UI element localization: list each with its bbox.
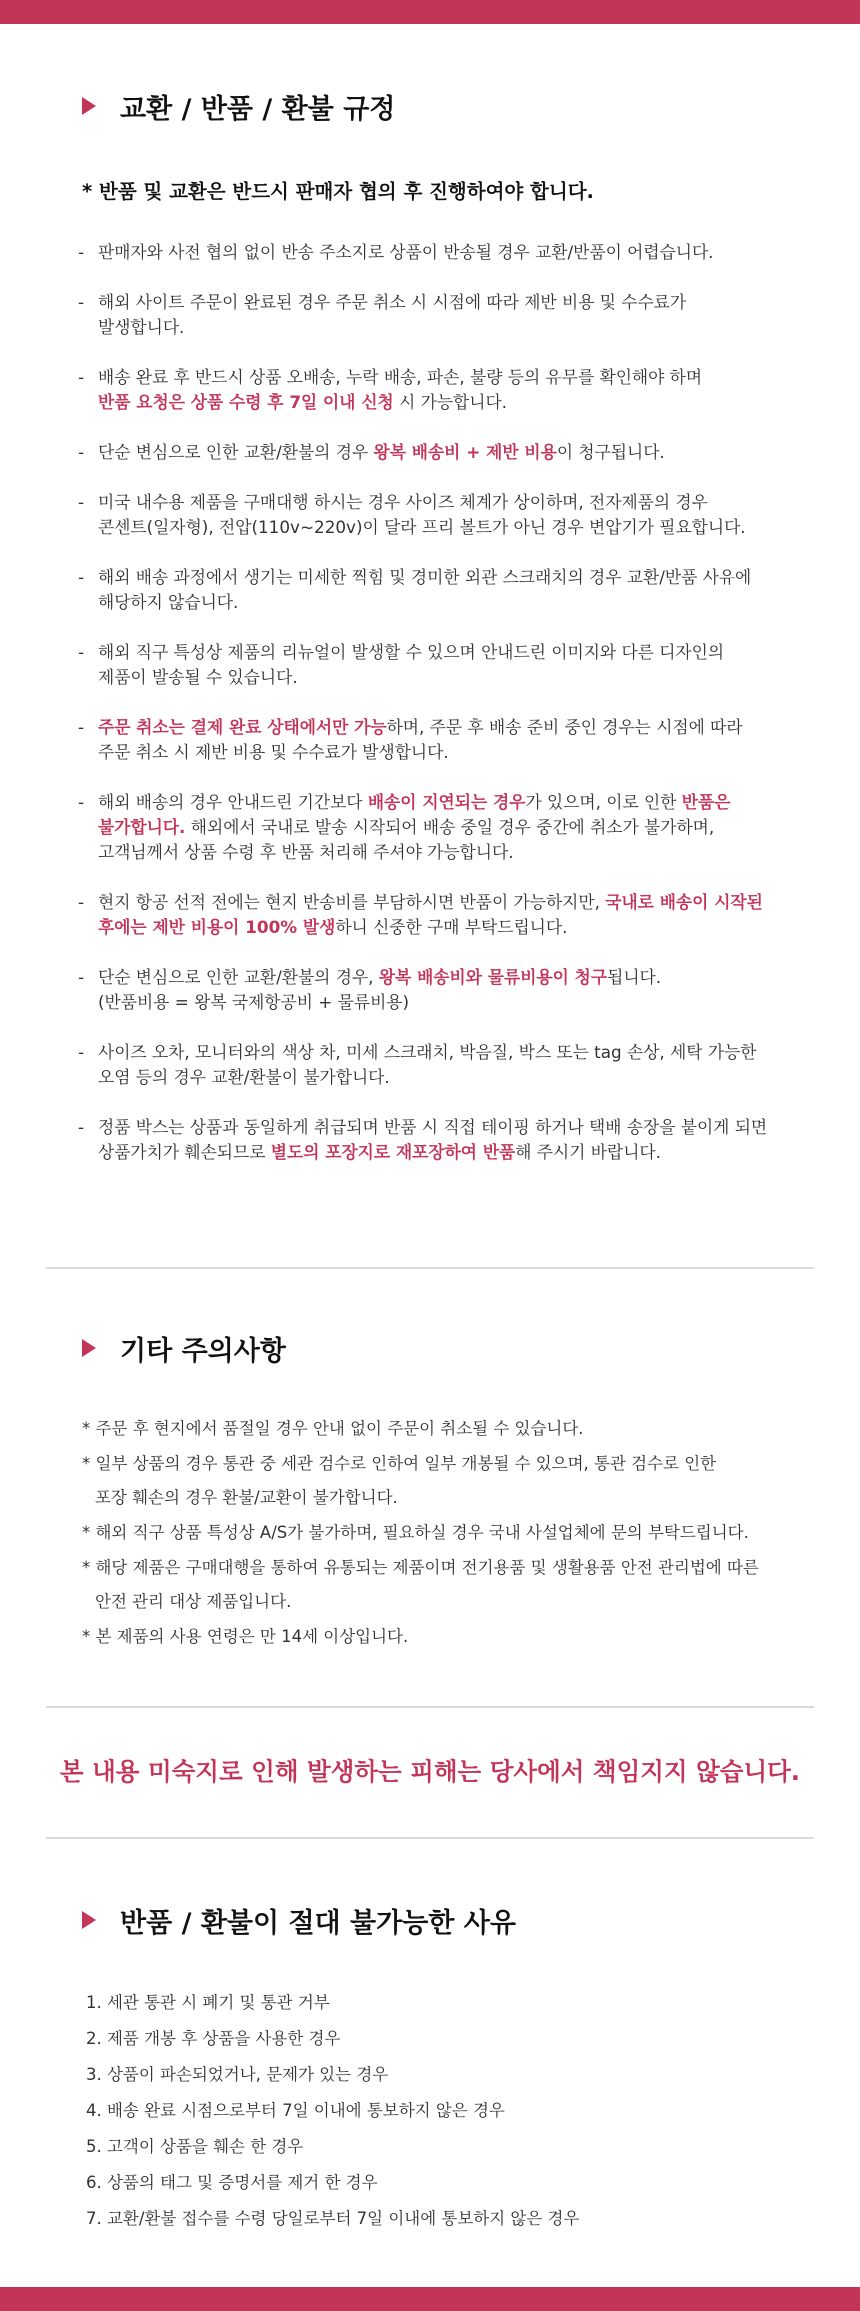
dash-bullet: - [78, 1042, 85, 1062]
rule-line [98, 390, 702, 415]
section-divider [46, 1706, 814, 1708]
list-item [78, 290, 798, 340]
list-item [82, 1550, 802, 1619]
rule-text [98, 565, 751, 615]
note-line: * 일부 상품의 경우 통관 중 세관 검수로 인하여 일부 개봉될 수 있으며, 통관 검수로 인한 [82, 1454, 717, 1473]
non-refundable-reasons-heading [82, 1898, 516, 1942]
text-segment: 가 있으며, 이로 인한 [525, 792, 682, 812]
list-item: 3. 상품이 파손되었거나, 문제가 있는 경우 [86, 2065, 389, 2084]
other-notes-list [82, 1411, 802, 1654]
triangle-bullet-icon [82, 1339, 96, 1357]
rule-text [98, 1115, 767, 1165]
dash-bullet: - [78, 242, 85, 262]
note-line: 안전 관리 대상 제품입니다. [95, 1592, 292, 1611]
list-item: 1. 세관 통관 시 폐기 및 통관 거부 [86, 1993, 330, 2012]
text-segment: 하며, 주문 후 배송 준비 중인 경우는 시점에 따라 [386, 717, 743, 737]
rule-line [98, 1065, 757, 1090]
top-accent-band [0, 0, 860, 24]
list-item [82, 1619, 802, 1654]
rule-line [98, 840, 730, 865]
text-segment: 배송 완료 후 반드시 상품 오배송, 누락 배송, 파손, 불량 등의 유무를 확인해야 하며 [98, 367, 703, 387]
list-item [82, 1515, 802, 1550]
text-segment: 발생합니다. [98, 317, 185, 337]
triangle-bullet-icon [82, 97, 96, 115]
text-segment: 주문 취소 시 제반 비용 및 수수료가 발생합니다. [98, 742, 449, 762]
list-item [78, 240, 798, 265]
list-item: 2. 제품 개봉 후 상품을 사용한 경우 [86, 2029, 341, 2048]
highlighted-text: 후에는 제반 비용이 100% 발생 [98, 917, 336, 937]
rule-line [98, 890, 763, 915]
text-segment: (반품비용 = 왕복 국제항공비 + 물류비용) [98, 992, 410, 1012]
list-item [78, 565, 798, 615]
rule-line [98, 990, 661, 1015]
rule-line [98, 740, 743, 765]
list-item: 7. 교환/환불 접수를 수령 당일로부터 7일 이내에 통보하지 않은 경우 [86, 2209, 580, 2228]
rule-line [98, 365, 702, 390]
text-segment: 사이즈 오차, 모니터와의 색상 차, 미세 스크래치, 박음질, 박스 또는 tag 손상, 세탁 가능한 [98, 1042, 757, 1062]
list-item [78, 1115, 798, 1165]
section-divider [46, 1837, 814, 1839]
rule-text [98, 1040, 757, 1090]
note-line: * 해외 직구 상품 특성상 A/S가 불가하며, 필요하실 경우 국내 사설업체에 문의 부탁드립니다. [82, 1523, 749, 1542]
dash-bullet: - [78, 642, 85, 662]
text-segment: 하니 신중한 구매 부탁드립니다. [335, 917, 568, 937]
dash-bullet: - [78, 967, 85, 987]
rule-line [98, 1040, 757, 1065]
other-notes-heading [82, 1326, 286, 1370]
rule-line [98, 640, 724, 665]
text-segment: 정품 박스는 상품과 동일하게 취급되며 반품 시 직접 테이핑 하거나 택배 송장을 붙이게 되면 [98, 1117, 768, 1137]
text-segment: 제품이 발송될 수 있습니다. [98, 667, 298, 687]
rule-text [98, 490, 746, 540]
rule-line [98, 915, 763, 940]
dash-bullet: - [78, 292, 85, 312]
text-segment: 현지 항공 선적 전에는 현지 반송비를 부담하시면 반품이 가능하지만, [98, 892, 606, 912]
dash-bullet: - [78, 442, 85, 462]
note-line: * 해당 제품은 구매대행을 통하여 유통되는 제품이며 전기용품 및 생활용품 안전 관리법에 따른 [82, 1558, 759, 1577]
text-segment: 해외 배송의 경우 안내드린 기간보다 [98, 792, 368, 812]
list-item [78, 715, 798, 765]
list-item [78, 890, 798, 940]
list-item [82, 1446, 802, 1515]
rule-line [98, 515, 746, 540]
rule-line [98, 590, 751, 615]
exchange-return-policy-heading [82, 84, 395, 128]
rule-text [98, 290, 686, 340]
rule-line [98, 790, 730, 815]
triangle-bullet-icon [82, 1911, 96, 1929]
list-item [78, 440, 798, 465]
rule-text [98, 440, 665, 465]
rule-line [98, 815, 730, 840]
section-title: 교환 / 반품 / 환불 규정 [120, 93, 396, 125]
text-segment: 상품가치가 훼손되므로 [98, 1142, 271, 1162]
disclaimer-text: 본 내용 미숙지로 인해 발생하는 피해는 당사에서 책임지지 않습니다. [59, 1757, 801, 1786]
rule-line [98, 490, 746, 515]
text-segment: 됩니다. [607, 967, 662, 987]
text-segment: 이 청구됩니다. [556, 442, 665, 462]
list-item: 5. 고객이 상품을 훼손 한 경우 [86, 2137, 304, 2156]
list-item: 4. 배송 완료 시점으로부터 7일 이내에 통보하지 않은 경우 [86, 2101, 505, 2120]
highlighted-text: 주문 취소는 결제 완료 상태에서만 가능 [98, 717, 387, 737]
highlighted-text: 국내로 배송이 시작된 [605, 892, 763, 912]
dash-bullet: - [78, 567, 85, 587]
highlighted-text: 반품 요청은 상품 수령 후 7일 이내 신청 [98, 392, 394, 412]
dash-bullet: - [78, 1117, 85, 1137]
rule-line [98, 240, 714, 265]
highlighted-text: 별도의 포장지로 재포장하여 반품 [270, 1142, 516, 1162]
text-segment: 해외 배송 과정에서 생기는 미세한 찍힘 및 경미한 외관 스크래치의 경우 교환/반품 사유에 [98, 567, 752, 587]
text-segment: 고객님께서 상품 수령 후 반품 처리해 주셔야 가능합니다. [98, 842, 514, 862]
rule-line [98, 665, 724, 690]
list-item [78, 640, 798, 690]
list-item: 6. 상품의 태그 및 증명서를 제거 한 경우 [86, 2173, 378, 2192]
rule-text [98, 240, 714, 265]
text-segment: 해외 직구 특성상 제품의 리뉴얼이 발생할 수 있으며 안내드린 이미지와 다른 디자인의 [98, 642, 725, 662]
rule-line [98, 1140, 767, 1165]
dash-bullet: - [78, 792, 85, 812]
dash-bullet: - [78, 717, 85, 737]
list-item [82, 1411, 802, 1446]
rule-text [98, 790, 730, 865]
highlighted-text: 왕복 배송비와 물류비용이 청구 [378, 967, 608, 987]
rule-text [98, 365, 702, 415]
note-line: 포장 훼손의 경우 환불/교환이 불가합니다. [95, 1488, 398, 1507]
bottom-accent-band [0, 2287, 860, 2311]
rule-line [98, 290, 686, 315]
list-item [78, 790, 798, 865]
rule-line [98, 1115, 767, 1140]
text-segment: 콘센트(일자형), 전압(110v~220v)이 달라 프리 볼트가 아닌 경우 변압기가 필요합니다. [98, 517, 746, 537]
highlighted-text: 배송이 지연되는 경우 [367, 792, 526, 812]
text-segment: 오염 등의 경우 교환/환불이 불가합니다. [98, 1067, 390, 1087]
list-item [78, 1040, 798, 1090]
notice-text: * 반품 및 교환은 반드시 판매자 협의 후 진행하여야 합니다. [82, 180, 594, 203]
section-title: 반품 / 환불이 절대 불가능한 사유 [120, 1907, 516, 1939]
text-segment: 해 주시기 바랍니다. [515, 1142, 661, 1162]
rule-line [98, 440, 665, 465]
rule-line [98, 565, 751, 590]
text-segment: 해외에서 국내로 발송 시작되어 배송 중일 경우 중간에 취소가 불가하며, [185, 817, 715, 837]
section-divider [46, 1267, 814, 1269]
list-item [78, 365, 798, 415]
rule-line [98, 315, 686, 340]
text-segment: 미국 내수용 제품을 구매대행 하시는 경우 사이즈 체계가 상이하며, 전자제품의 경우 [98, 492, 708, 512]
highlighted-text: 왕복 배송비 + 제반 비용 [373, 442, 557, 462]
text-segment: 단순 변심으로 인한 교환/환불의 경우 [98, 442, 374, 462]
note-line: * 주문 후 현지에서 품절일 경우 안내 없이 주문이 취소될 수 있습니다. [82, 1419, 584, 1438]
note-line: * 본 제품의 사용 연령은 만 14세 이상입니다. [82, 1627, 409, 1646]
text-segment: 해외 사이트 주문이 완료된 경우 주문 취소 시 시점에 따라 제반 비용 및 수수료가 [98, 292, 687, 312]
dash-bullet: - [78, 492, 85, 512]
list-item [78, 965, 798, 1015]
text-segment: 시 가능합니다. [393, 392, 508, 412]
rule-text [98, 965, 661, 1015]
section-title: 기타 주의사항 [120, 1335, 286, 1367]
text-segment: 판매자와 사전 협의 없이 반송 주소지로 상품이 반송될 경우 교환/반품이 어렵습니다. [98, 242, 714, 262]
dash-bullet: - [78, 892, 85, 912]
rule-text [98, 715, 743, 765]
rule-line [98, 715, 743, 740]
rule-text [98, 640, 724, 690]
rule-line [98, 965, 661, 990]
highlighted-text: 반품은 [681, 792, 731, 812]
dash-bullet: - [78, 367, 85, 387]
highlighted-text: 불가합니다. [98, 817, 186, 837]
non-refundable-reasons-list [86, 1985, 806, 2237]
text-segment: 해당하지 않습니다. [98, 592, 239, 612]
text-segment: 단순 변심으로 인한 교환/환불의 경우, [98, 967, 379, 987]
rule-text [98, 890, 763, 940]
policy-rule-list [78, 240, 798, 1190]
list-item [78, 490, 798, 540]
